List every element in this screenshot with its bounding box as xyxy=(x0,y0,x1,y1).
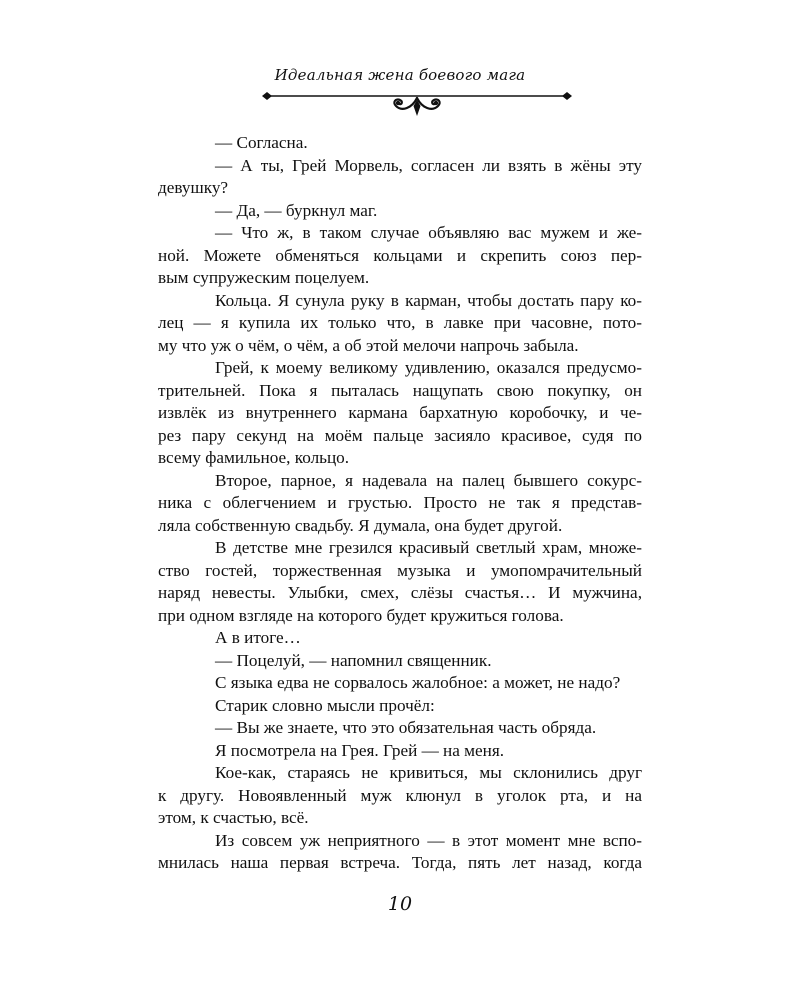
text-line: этом, к счастью, всё. xyxy=(158,808,309,827)
text-line: девушку? xyxy=(158,178,229,197)
text-line: ство гостей, торжественная музыка и умопомрачительный xyxy=(158,560,642,580)
chapter-body-text xyxy=(158,132,642,875)
text-line: Грей, к моему великому удивлению, оказался предусмо- xyxy=(215,358,642,377)
text-line: при одном взгляде на которого будет кружиться голова. xyxy=(158,605,564,625)
text-line: — Поцелуй, — напомнил священник. xyxy=(215,650,492,670)
text-line: — Согласна. xyxy=(215,133,308,152)
text-line: — Что ж, в таком случае объявляю вас мужем и же- xyxy=(215,223,642,242)
page-number: 10 xyxy=(387,893,413,915)
text-line: Старик словно мысли прочёл: xyxy=(215,695,435,715)
text-line: к другу. Новоявленный муж клюнул в уголок рта, и на xyxy=(158,785,642,805)
text-line: мнилась наша первая встреча. Тогда, пять лет назад, когда xyxy=(158,853,642,872)
text-line: трительней. Пока я пыталась нащупать свою покупку, он xyxy=(158,380,642,400)
text-line: лец — я купила их только что, в лавке при часовне, пото- xyxy=(158,313,642,332)
text-line: вым супружеским поцелуем. xyxy=(158,268,370,287)
text-line: рез пару секунд на моём пальце засияло красивое, судя по xyxy=(158,425,642,445)
decorative-flourish-ornament xyxy=(262,86,572,120)
text-line: всему фамильное, кольцо. xyxy=(158,448,350,467)
text-line: Кольца. Я сунула руку в карман, чтобы достать пару ко- xyxy=(215,290,642,310)
text-line: ника с облегчением и грустью. Просто не так я представ- xyxy=(158,493,642,512)
text-line: му что уж о чём, о чём, а об этой мелочи напрочь забыла. xyxy=(158,335,579,355)
text-line: Кое-как, стараясь не кривиться, мы склонились друг xyxy=(215,763,642,782)
text-line: А в итоге… xyxy=(215,628,301,647)
text-line: С языка едва не сорвалось жалобное: а может, не надо? xyxy=(215,673,621,692)
text-line: — Вы же знаете, что это обязательная часть обряда. xyxy=(215,718,597,737)
text-line: наряд невесты. Улыбки, смех, слёзы счастья… И мужчина, xyxy=(158,583,642,602)
text-line: Я посмотрела на Грея. Грей — на меня. xyxy=(215,740,505,760)
running-header-title: Идеальная жена боевого мага xyxy=(274,66,526,84)
text-line: — Да, — буркнул маг. xyxy=(215,200,378,220)
text-line: В детстве мне грезился красивый светлый храм, множе- xyxy=(215,538,642,557)
text-line: ной. Можете обменяться кольцами и скрепить союз пер- xyxy=(158,245,642,265)
text-line: Из совсем уж неприятного — в этот момент мне вспо- xyxy=(215,830,642,850)
text-line: ляла собственную свадьбу. Я думала, она будет другой. xyxy=(158,515,563,535)
text-line: — А ты, Грей Морвель, согласен ли взять в жёны эту xyxy=(215,155,642,175)
text-line: извлёк из внутреннего кармана бархатную коробочку, и че- xyxy=(158,403,642,422)
text-line: Второе, парное, я надевала на палец бывшего сокурс- xyxy=(215,470,642,490)
